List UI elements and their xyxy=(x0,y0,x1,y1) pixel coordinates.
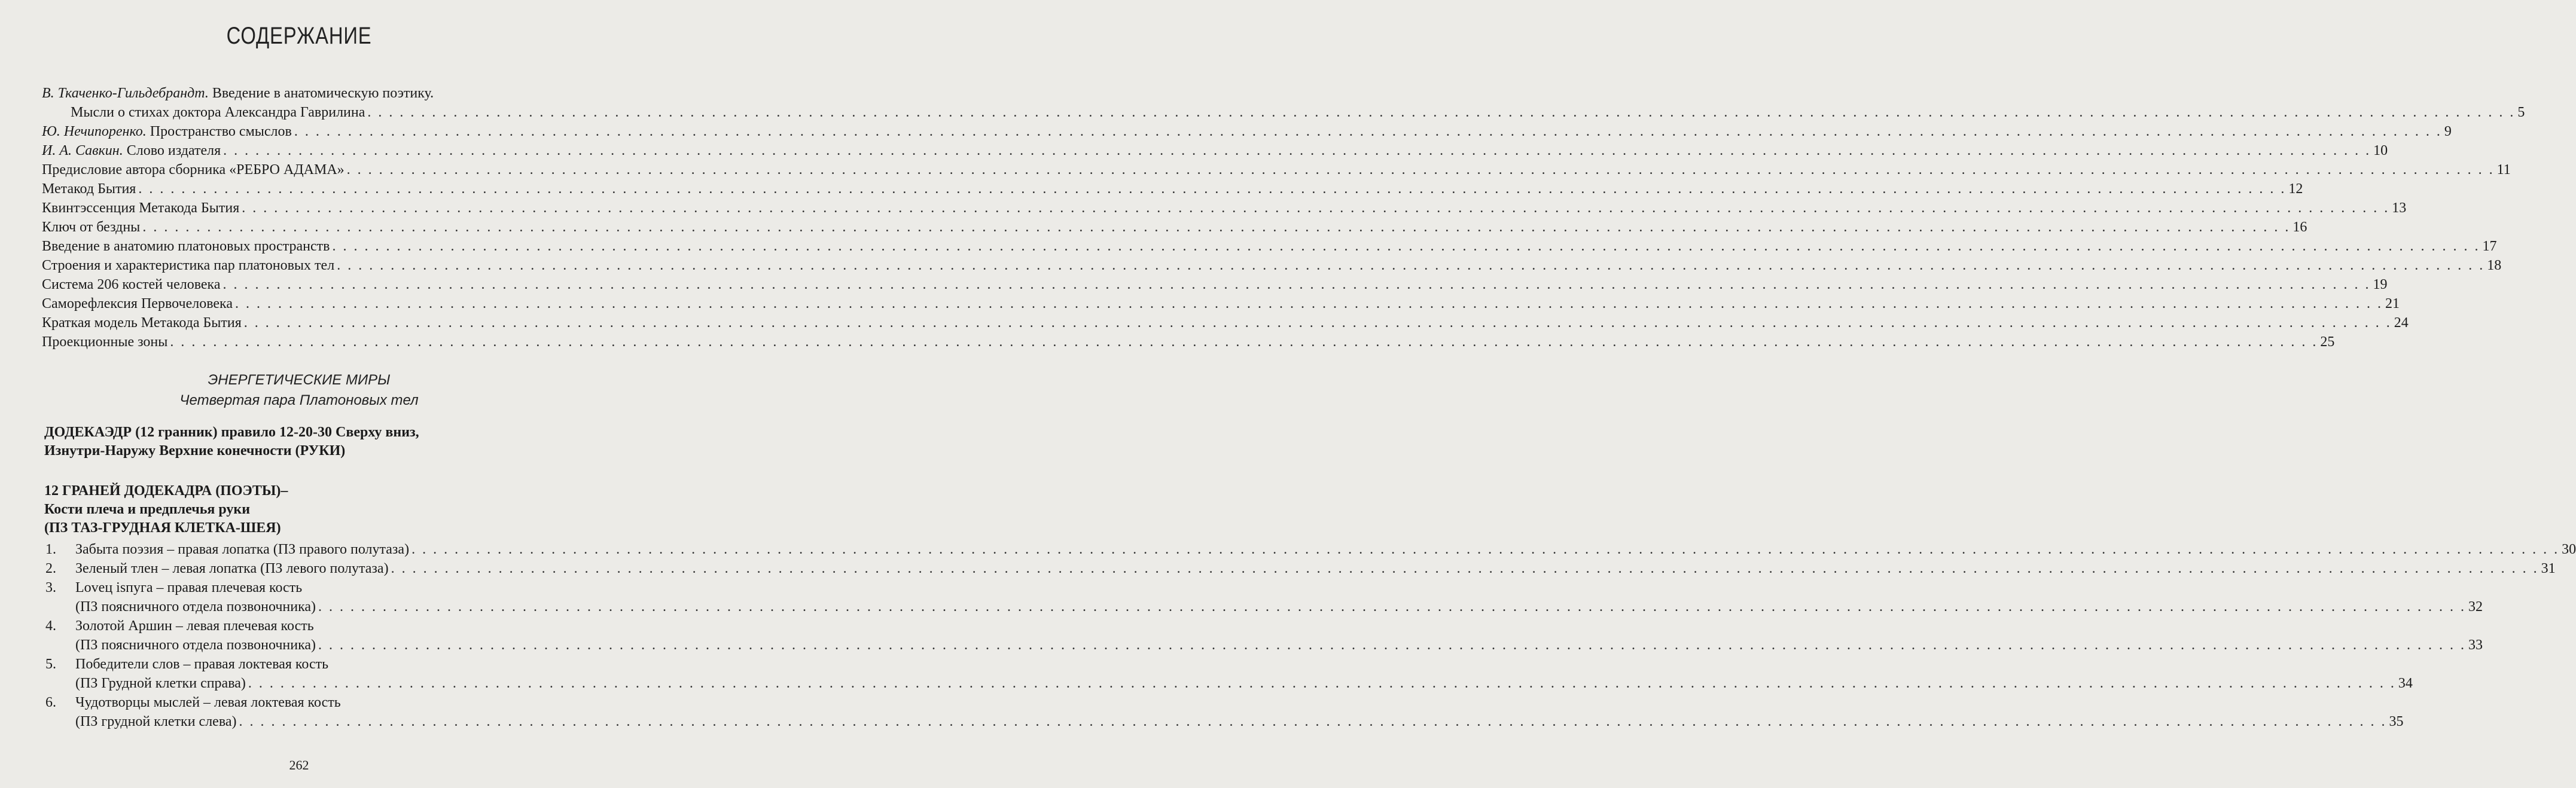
toc-entry-text: Краткая модель Метакода Бытия xyxy=(42,315,242,331)
toc-entry xyxy=(42,160,2511,179)
toc-entry-title xyxy=(42,275,221,294)
toc-entry-text: Ключ от бездны xyxy=(42,219,141,235)
list-item-text: Чудотворцы мыслей – левая локтевая кость xyxy=(75,695,341,710)
page-title: СОДЕРЖАНИЕ xyxy=(226,23,372,49)
toc-entry xyxy=(42,218,2307,237)
toc-entry-page: 19 xyxy=(2373,277,2388,292)
toc-entry-page: 18 xyxy=(2487,258,2502,273)
leader-dots: . . . . . . . . . . . . . . . . . . . . . . . . . . . . . . . . . . . . . . . . . . . . . . . . . . . . . . . . . . . . . . . . . . . . . . . . . . . . . . . . . . . . . . . . . . . . . . . . . . . . . . . . . . . . . . . . . . . . . . . . . . . . . . . . . . . . . . . . . . . . . . . . . . . . . . . . . . . . . . . . . . . . . . . . . . . . . . . . . . . . . . . . . . . . . . . . . . . . . . . . xyxy=(294,124,2442,139)
table-of-contents xyxy=(42,84,2525,352)
leader-dots: . . . . . . . . . . . . . . . . . . . . . . . . . . . . . . . . . . . . . . . . . . . . . . . . . . . . . . . . . . . . . . . . . . . . . . . . . . . . . . . . . . . . . . . . . . . . . . . . . . . . . . . . . . . . . . . . . . . . . . . . . . . . . . . . . . . . . . . . . . . . . . . . . . . . . . . . . . . . . . . . . . . . . . . . . . . . . . . . . . . . . . . . . . . . . . . . . . . . . . . . xyxy=(239,714,2387,729)
list-item xyxy=(45,693,581,712)
leader-dots: . . . . . . . . . . . . . . . . . . . . . . . . . . . . . . . . . . . . . . . . . . . . . . . . . . . . . . . . . . . . . . . . . . . . . . . . . . . . . . . . . . . . . . . . . . . . . . . . . . . . . . . . . . . . . . . . . . . . . . . . . . . . . . . . . . . . . . . . . . . . . . . . . . . . . . . . . . . . . . . . . . . . . . . . . . . . . . . . . . . . . . . . . . . . . . . . . . . . . . . . xyxy=(138,181,2287,197)
toc-entry xyxy=(42,237,2497,256)
toc-entry-page: 24 xyxy=(2394,315,2409,331)
toc-entry-title xyxy=(42,256,334,275)
leader-dots: . . . . . . . . . . . . . . . . . . . . . . . . . . . . . . . . . . . . . . . . . . . . . . . . . . . . . . . . . . . . . . . . . . . . . . . . . . . . . . . . . . . . . . . . . . . . . . . . . . . . . . . . . . . . . . . . . . . . . . . . . . . . . . . . . . . . . . . . . . . . . . . . . . . . . . . . . . . . . . . . . . . . . . . . . . . . . . . . . . . . . . . . . . . . . . . . . . . . . . . . xyxy=(346,162,2495,178)
list-item-number: 3. xyxy=(45,580,56,595)
list-item-number: 6. xyxy=(45,695,56,710)
list-item-subtext: (ПЗ поясничного отдела позвоночника) xyxy=(75,599,316,615)
list-item-page: 31 xyxy=(2541,561,2556,576)
toc-entry xyxy=(42,141,2388,160)
list-item-continuation xyxy=(45,597,2483,616)
toc-entry xyxy=(42,294,2400,313)
toc-entry-text: Метакод Бытия xyxy=(42,181,136,197)
toc-entry xyxy=(42,198,2407,218)
toc-entry-page: 11 xyxy=(2496,162,2511,178)
list-item-continuation xyxy=(45,712,2404,731)
list-item-text: Победители слов – правая локтевая кость xyxy=(75,656,329,672)
list-item-number: 5. xyxy=(45,656,56,672)
toc-entry-text: Мысли о стихах доктора Александра Гаврилина xyxy=(71,105,365,120)
list-item-subtext: (ПЗ Грудной клетки справа) xyxy=(75,676,246,691)
list-item-page: 34 xyxy=(2398,676,2413,691)
list-item-continuation xyxy=(45,636,2483,655)
toc-entry-title xyxy=(42,332,167,352)
toc-entry-page: 12 xyxy=(2288,181,2303,197)
leader-dots: . . . . . . . . . . . . . . . . . . . . . . . . . . . . . . . . . . . . . . . . . . . . . . . . . . . . . . . . . . . . . . . . . . . . . . . . . . . . . . . . . . . . . . . . . . . . . . . . . . . . . . . . . . . . . . . . . . . . . . . . . . . . . . . . . . . . . . . . . . . . . . . . . . . . . . . . . . . . . . . . . . . . . . . . . . . . . . . . . . . . . . . . . . . . . . . . . . . . . . . . xyxy=(318,637,2467,653)
numbered-list xyxy=(45,540,2576,731)
faces-heading-line: (ПЗ ТАЗ-ГРУДНАЯ КЛЕТКА-ШЕЯ) xyxy=(44,520,281,536)
leader-dots: . . . . . . . . . . . . . . . . . . . . . . . . . . . . . . . . . . . . . . . . . . . . . . . . . . . . . . . . . . . . . . . . . . . . . . . . . . . . . . . . . . . . . . . . . . . . . . . . . . . . . . . . . . . . . . . . . . . . . . . . . . . . . . . . . . . . . . . . . . . . . . . . . . . . . . . . . . . . . . . . . . . . . . . . . . . . . . . . . . . . . . . . . . . . . . . . . . . . . . . . xyxy=(318,599,2467,615)
list-item xyxy=(45,616,581,636)
leader-dots: . . . . . . . . . . . . . . . . . . . . . . . . . . . . . . . . . . . . . . . . . . . . . . . . . . . . . . . . . . . . . . . . . . . . . . . . . . . . . . . . . . . . . . . . . . . . . . . . . . . . . . . . . . . . . . . . . . . . . . . . . . . . . . . . . . . . . . . . . . . . . . . . . . . . . . . . . . . . . . . . . . . . . . . . . . . . . . . . . . . . . . . . . . . . . . . . . . . . . . . . xyxy=(332,239,2480,254)
list-item xyxy=(45,559,2556,578)
toc-entry-page: 5 xyxy=(2517,105,2525,120)
toc-entry xyxy=(42,179,2303,198)
list-item-number: 1. xyxy=(45,542,56,557)
toc-entry-title xyxy=(42,122,292,141)
toc-entry-title xyxy=(42,313,242,332)
toc-entry xyxy=(42,275,2388,294)
toc-entry-text: Саморефлексия Первочеловека xyxy=(42,296,233,311)
toc-entry-title xyxy=(42,179,136,198)
toc-entry-page: 17 xyxy=(2482,239,2497,254)
faces-heading-line: 12 ГРАНЕЙ ДОДЕКАДРА (ПОЭТЫ)– xyxy=(44,483,288,499)
list-item-page: 35 xyxy=(2389,714,2404,729)
toc-entry xyxy=(42,84,579,103)
leader-dots: . . . . . . . . . . . . . . . . . . . . . . . . . . . . . . . . . . . . . . . . . . . . . . . . . . . . . . . . . . . . . . . . . . . . . . . . . . . . . . . . . . . . . . . . . . . . . . . . . . . . . . . . . . . . . . . . . . . . . . . . . . . . . . . . . . . . . . . . . . . . . . . . . . . . . . . . . . . . . . . . . . . . . . . . . . . . . . . . . . . . . . . . . . . . . . . . . . . . . . . . xyxy=(170,334,2318,350)
list-item-page: 33 xyxy=(2468,637,2483,653)
toc-entry-page: 16 xyxy=(2293,219,2307,235)
toc-entry-text: Введение в анатомию платоновых пространств xyxy=(42,239,330,254)
leader-dots: . . . . . . . . . . . . . . . . . . . . . . . . . . . . . . . . . . . . . . . . . . . . . . . . . . . . . . . . . . . . . . . . . . . . . . . . . . . . . . . . . . . . . . . . . . . . . . . . . . . . . . . . . . . . . . . . . . . . . . . . . . . . . . . . . . . . . . . . . . . . . . . . . . . . . . . . . . . . . . . . . . . . . . . . . . . . . . . . . . . . . . . . . . . . . . . . . . . . . . . . xyxy=(248,676,2396,691)
list-item-subtext: (ПЗ поясничного отдела позвоночника) xyxy=(75,637,316,653)
toc-entry-text: Строения и характеристика пар платоновых тел xyxy=(42,258,335,273)
toc-entry-title xyxy=(42,198,239,218)
dodecahedron-heading xyxy=(44,423,571,460)
toc-entry xyxy=(42,122,2452,141)
list-item xyxy=(45,578,581,597)
toc-entry-text: Предисловие автора сборника «РЕБРО АДАМА» xyxy=(42,162,345,178)
list-item-page: 30 xyxy=(2562,542,2576,557)
toc-entry-title xyxy=(42,84,434,103)
leader-dots: . . . . . . . . . . . . . . . . . . . . . . . . . . . . . . . . . . . . . . . . . . . . . . . . . . . . . . . . . . . . . . . . . . . . . . . . . . . . . . . . . . . . . . . . . . . . . . . . . . . . . . . . . . . . . . . . . . . . . . . . . . . . . . . . . . . . . . . . . . . . . . . . . . . . . . . . . . . . . . . . . . . . . . . . . . . . . . . . . . . . . . . . . . . . . . . . . . . . . . . . xyxy=(222,277,2371,292)
toc-entry xyxy=(42,103,2525,122)
toc-entry-text: Система 206 костей человека xyxy=(42,277,221,292)
toc-entry-title xyxy=(42,141,221,160)
toc-entry-text: Пространство смыслов xyxy=(146,124,292,139)
toc-entry-text: Квинтэссенция Метакода Бытия xyxy=(42,200,240,216)
toc-entry-text: Проекционные зоны xyxy=(42,334,168,350)
leader-dots: . . . . . . . . . . . . . . . . . . . . . . . . . . . . . . . . . . . . . . . . . . . . . . . . . . . . . . . . . . . . . . . . . . . . . . . . . . . . . . . . . . . . . . . . . . . . . . . . . . . . . . . . . . . . . . . . . . . . . . . . . . . . . . . . . . . . . . . . . . . . . . . . . . . . . . . . . . . . . . . . . . . . . . . . . . . . . . . . . . . . . . . . . . . . . . . . . . . . . . . . xyxy=(235,296,2383,311)
leader-dots: . . . . . . . . . . . . . . . . . . . . . . . . . . . . . . . . . . . . . . . . . . . . . . . . . . . . . . . . . . . . . . . . . . . . . . . . . . . . . . . . . . . . . . . . . . . . . . . . . . . . . . . . . . . . . . . . . . . . . . . . . . . . . . . . . . . . . . . . . . . . . . . . . . . . . . . . . . . . . . . . . . . . . . . . . . . . . . . . . . . . . . . . . . . . . . . . . . . . . . . . xyxy=(223,143,2371,158)
toc-entry-page: 10 xyxy=(2373,143,2388,158)
list-item-text: Забыта поэзия – правая лопатка (ПЗ правого полутаза) xyxy=(75,542,410,557)
leader-dots: . . . . . . . . . . . . . . . . . . . . . . . . . . . . . . . . . . . . . . . . . . . . . . . . . . . . . . . . . . . . . . . . . . . . . . . . . . . . . . . . . . . . . . . . . . . . . . . . . . . . . . . . . . . . . . . . . . . . . . . . . . . . . . . . . . . . . . . . . . . . . . . . . . . . . . . . . . . . . . . . . . . . . . . . . . . . . . . . . . . . . . . . . . . . . . . . . . . . . . . . xyxy=(367,105,2516,120)
leader-dots: . . . . . . . . . . . . . . . . . . . . . . . . . . . . . . . . . . . . . . . . . . . . . . . . . . . . . . . . . . . . . . . . . . . . . . . . . . . . . . . . . . . . . . . . . . . . . . . . . . . . . . . . . . . . . . . . . . . . . . . . . . . . . . . . . . . . . . . . . . . . . . . . . . . . . . . . . . . . . . . . . . . . . . . . . . . . . . . . . . . . . . . . . . . . . . . . . . . . . . . . xyxy=(337,258,2485,273)
list-item xyxy=(45,540,2576,559)
faces-heading xyxy=(44,482,571,537)
list-item-number: 4. xyxy=(45,618,56,634)
list-item-number: 2. xyxy=(45,561,56,576)
toc-entry-title xyxy=(71,103,365,122)
list-item-continuation xyxy=(45,674,2413,693)
page-number: 262 xyxy=(289,758,309,772)
toc-entry xyxy=(42,313,2409,332)
toc-entry xyxy=(42,332,2335,352)
toc-entry-page: 21 xyxy=(2385,296,2400,311)
toc-entry-author: Ю. Нечипоренко. xyxy=(42,124,147,139)
toc-entry-title xyxy=(42,218,140,237)
list-item xyxy=(45,655,581,674)
list-item-page: 32 xyxy=(2468,599,2483,615)
toc-entry-page: 25 xyxy=(2320,334,2335,350)
toc-entry-author: И. А. Савкин. xyxy=(42,143,123,158)
section-subheading: Четвертая пара Платоновых тел xyxy=(179,392,419,408)
toc-entry-page: 9 xyxy=(2444,124,2452,139)
leader-dots: . . . . . . . . . . . . . . . . . . . . . . . . . . . . . . . . . . . . . . . . . . . . . . . . . . . . . . . . . . . . . . . . . . . . . . . . . . . . . . . . . . . . . . . . . . . . . . . . . . . . . . . . . . . . . . . . . . . . . . . . . . . . . . . . . . . . . . . . . . . . . . . . . . . . . . . . . . . . . . . . . . . . . . . . . . . . . . . . . . . . . . . . . . . . . . . . . . . . . . . . xyxy=(391,561,2539,576)
toc-entry-text: Введение в анатомическую поэтику. xyxy=(208,85,434,101)
list-item-text: Зеленый тлен – левая лопатка (ПЗ левого полутаза) xyxy=(75,561,389,576)
dodecahedron-heading-line: Изнутри-Наружу Верхние конечности (РУКИ) xyxy=(44,443,346,459)
toc-entry-page: 13 xyxy=(2392,200,2407,216)
toc-entry-title xyxy=(42,160,345,179)
leader-dots: . . . . . . . . . . . . . . . . . . . . . . . . . . . . . . . . . . . . . . . . . . . . . . . . . . . . . . . . . . . . . . . . . . . . . . . . . . . . . . . . . . . . . . . . . . . . . . . . . . . . . . . . . . . . . . . . . . . . . . . . . . . . . . . . . . . . . . . . . . . . . . . . . . . . . . . . . . . . . . . . . . . . . . . . . . . . . . . . . . . . . . . . . . . . . . . . . . . . . . . . xyxy=(242,200,2390,216)
leader-dots: . . . . . . . . . . . . . . . . . . . . . . . . . . . . . . . . . . . . . . . . . . . . . . . . . . . . . . . . . . . . . . . . . . . . . . . . . . . . . . . . . . . . . . . . . . . . . . . . . . . . . . . . . . . . . . . . . . . . . . . . . . . . . . . . . . . . . . . . . . . . . . . . . . . . . . . . . . . . . . . . . . . . . . . . . . . . . . . . . . . . . . . . . . . . . . . . . . . . . . . . xyxy=(243,315,2392,331)
list-item-subtext: (ПЗ грудной клетки слева) xyxy=(75,714,237,729)
dodecahedron-heading-line: ДОДЕКАЭДР (12 гранник) правило 12-20-30 Сверху вниз, xyxy=(44,424,419,440)
leader-dots: . . . . . . . . . . . . . . . . . . . . . . . . . . . . . . . . . . . . . . . . . . . . . . . . . . . . . . . . . . . . . . . . . . . . . . . . . . . . . . . . . . . . . . . . . . . . . . . . . . . . . . . . . . . . . . . . . . . . . . . . . . . . . . . . . . . . . . . . . . . . . . . . . . . . . . . . . . . . . . . . . . . . . . . . . . . . . . . . . . . . . . . . . . . . . . . . . . . . . . . . xyxy=(142,219,2291,235)
toc-entry xyxy=(42,256,2502,275)
list-item-text: Золотой Аршин – левая плечевая кость xyxy=(75,618,314,634)
leader-dots: . . . . . . . . . . . . . . . . . . . . . . . . . . . . . . . . . . . . . . . . . . . . . . . . . . . . . . . . . . . . . . . . . . . . . . . . . . . . . . . . . . . . . . . . . . . . . . . . . . . . . . . . . . . . . . . . . . . . . . . . . . . . . . . . . . . . . . . . . . . . . . . . . . . . . . . . . . . . . . . . . . . . . . . . . . . . . . . . . . . . . . . . . . . . . . . . . . . . . . . . xyxy=(411,542,2560,557)
toc-entry-title xyxy=(42,237,330,256)
section-heading: ЭНЕРГЕТИЧЕСКИЕ МИРЫ xyxy=(208,372,391,388)
toc-entry-author: В. Ткаченко-Гильдебрандт. xyxy=(42,85,209,101)
list-item-text: Loveц isпуга – правая плечевая кость xyxy=(75,580,303,595)
toc-entry-text: Слово издателя xyxy=(123,143,221,158)
faces-heading-line: Кости плеча и предплечья руки xyxy=(44,502,251,517)
toc-entry-title xyxy=(42,294,233,313)
